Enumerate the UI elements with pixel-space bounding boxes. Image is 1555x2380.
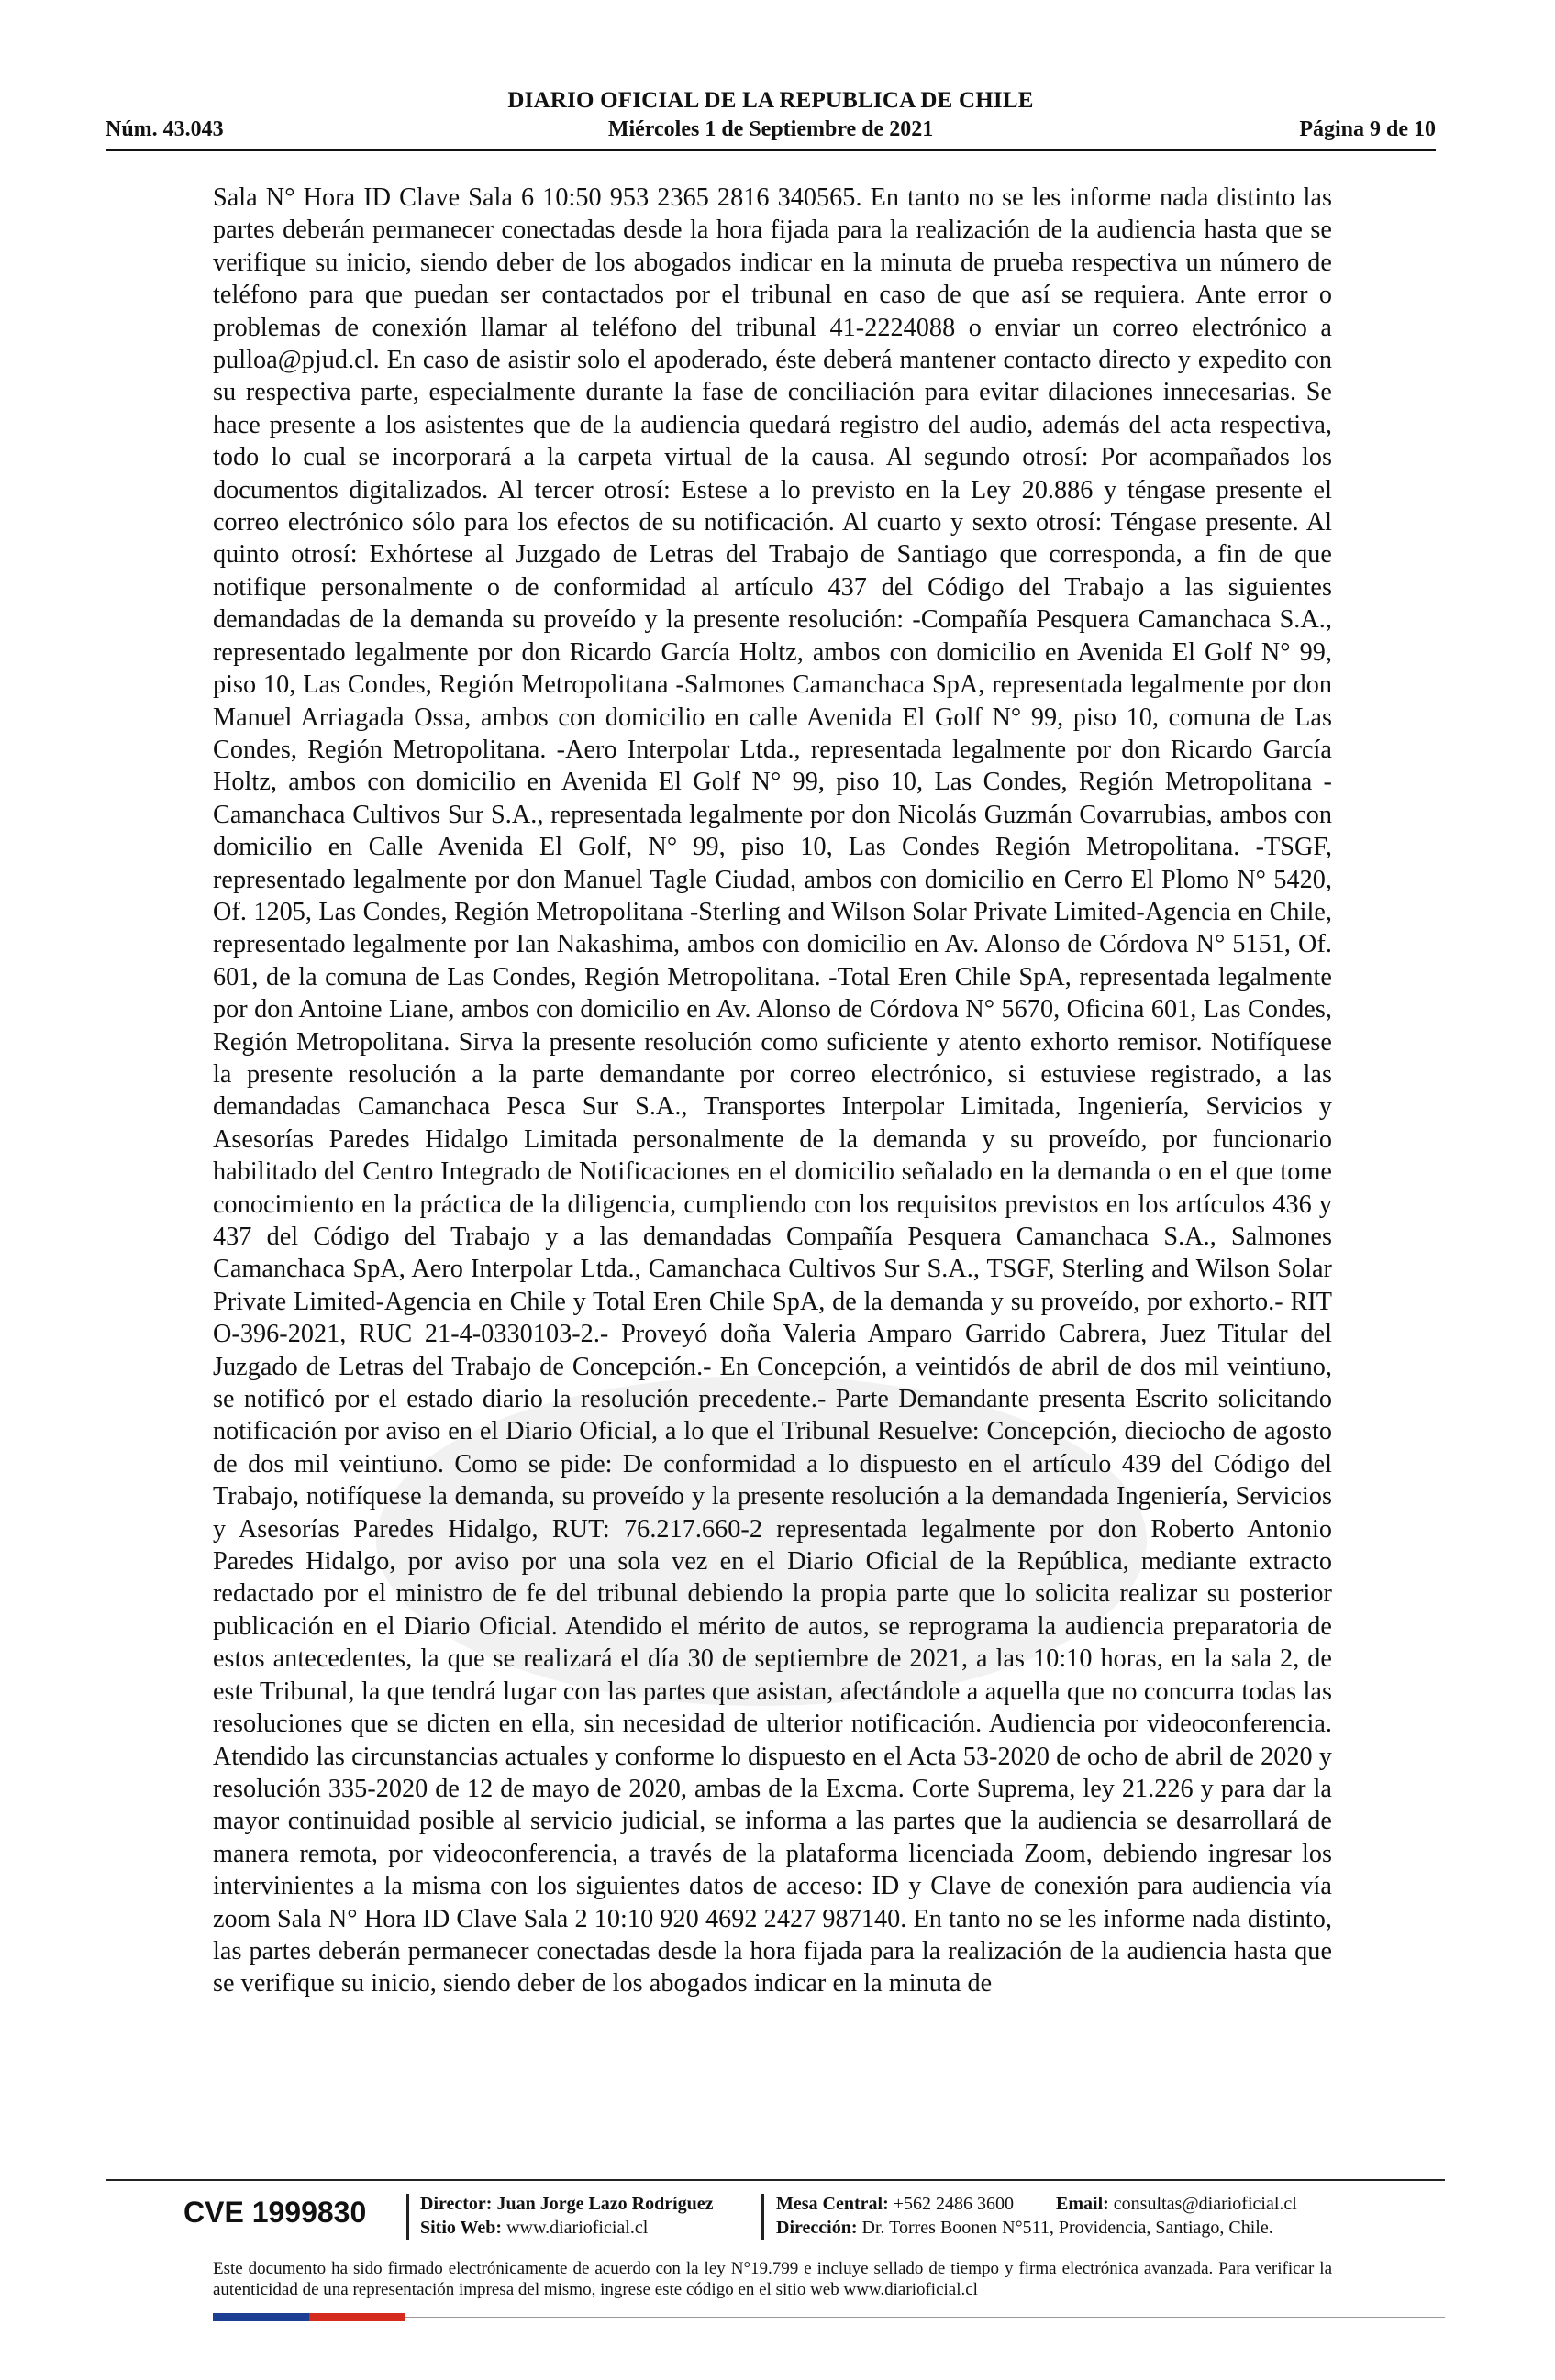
signature-disclaimer: Este documento ha sido firmado electrónicamente de acuerdo con la ley N°19.799 e incluye sellado de tiempo y firma electrónica avanzada. Para verificar la autenticidad de una representación impresa del mismo, ingrese este código en el sitio web www.diarioficial.cl (213, 2259, 1332, 2299)
header-divider (106, 149, 1436, 151)
footer-divider (106, 2179, 1445, 2181)
email-label: Email: (1056, 2194, 1109, 2214)
footer-director-block (420, 2192, 714, 2240)
footer-contact-block (776, 2192, 1297, 2240)
website-link[interactable]: www.diarioficial.cl (506, 2218, 649, 2238)
page-header (106, 88, 1436, 147)
flag-stripe (213, 2313, 405, 2321)
address-label: Dirección: (776, 2218, 858, 2238)
director-name: Juan Jorge Lazo Rodríguez (496, 2194, 714, 2214)
issue-number: Núm. 43.043 (106, 117, 224, 141)
newspaper-title: DIARIO OFICIAL DE LA REPUBLICA DE CHILE (507, 88, 1034, 113)
footer-separator (761, 2194, 764, 2240)
mesa-label: Mesa Central: (776, 2194, 889, 2214)
website-label: Sitio Web: (420, 2218, 503, 2238)
footer-separator (406, 2194, 409, 2240)
cve-code: CVE 1999830 (183, 2196, 367, 2229)
address-text: Dr. Torres Boonen N°511, Providencia, Santiago, Chile. (861, 2218, 1273, 2238)
mesa-phone: +562 2486 3600 (893, 2194, 1015, 2214)
flag-blue-segment (213, 2313, 309, 2321)
body-text: Sala N° Hora ID Clave Sala 6 10:50 953 2365 2816 340565. En tanto no se les informe nada distinto las partes deberán permanecer conectadas desde la hora fijada para la realización de la audiencia hasta que se verifique su inicio, siendo deber de los abogados indicar en la minuta de prueba respectiva un número de teléfono para que puedan ser contactados por el tribunal en caso de que así se requiera. Ante error o problemas de conexión llamar al teléfono del tribunal 41-2224088 o enviar un correo electrónico a pulloa@pjud.cl. En caso de asistir solo el apoderado, éste deberá mantener contacto directo y expedito con su respectiva parte, especialmente durante la fase de conciliación para evitar dilaciones innecesarias. Se hace presente a los asistentes que de la audiencia quedará registro del audio, además del acta respectiva, todo lo cual se incorporará a la carpeta virtual de la causa. Al segundo otrosí: Por acompañados los documentos digitalizados. Al tercer otrosí: Estese a lo previsto en la Ley 20.886 y téngase presente el correo electrónico sólo para los efectos de su notificación. Al cuarto y sexto otrosí: Téngase presente. Al quinto otrosí: Exhórtese al Juzgado de Letras del Trabajo de Santiago que corresponda, a fin de que notifique personalmente o de conformidad al artículo 437 del Código del Trabajo a las siguientes demandadas de la demanda su proveído y la presente resolución: -Compañía Pesquera Camanchaca S.A., representado legalmente por don Ricardo García Holtz, ambos con domicilio en Avenida El Golf N° 99, piso 10, Las Condes, Región Metropolitana -Salmones Camanchaca SpA, representada legalmente por don Manuel Arriagada Ossa, ambos con domicilio en calle Avenida El Golf N° 99, piso 10, comuna de Las Condes, Región Metropolitana. -Aero Interpolar Ltda., representada legalmente por don Ricardo García Holtz, ambos con domicilio en Avenida El Golf N° 99, piso 10, Las Condes, Región Metropolitana -Camanchaca Cultivos Sur S.A., representada legalmente por don Nicolás Guzmán Covarrubias, ambos con domicilio en Calle Avenida El Golf, N° 99, piso 10, Las Condes Región Metropolitana. -TSGF, representado legalmente por don Manuel Tagle Ciudad, ambos con domicilio en Cerro El Plomo N° 5420, Of. 1205, Las Condes, Región Metropolitana -Sterling and Wilson Solar Private Limited-Agencia en Chile, representado legalmente por Ian Nakashima, ambos con domicilio en Av. Alonso de Córdova N° 5151, Of. 601, de la comuna de Las Condes, Región Metropolitana. -Total Eren Chile SpA, representada legalmente por don Antoine Liane, ambos con domicilio en Av. Alonso de Córdova N° 5670, Oficina 601, Las Condes, Región Metropolitana. Sirva la presente resolución como suficiente y atento exhorto remisor. Notifíquese la presente resolución a la parte demandante por correo electrónico, si estuviese registrado, a las demandadas Camanchaca Pesca Sur S.A., Transportes Interpolar Limitada, Ingeniería, Servicios y Asesorías Paredes Hidalgo Limitada personalmente de la demanda y su proveído, por funcionario habilitado del Centro Integrado de Notificaciones en el domicilio señalado en la demanda o en el que tome conocimiento en la práctica de la diligencia, cumpliendo con los requisitos previstos en los artículos 436 y 437 del Código del Trabajo y a las demandadas Compañía Pesquera Camanchaca S.A., Salmones Camanchaca SpA, Aero Interpolar Ltda., Camanchaca Cultivos Sur S.A., TSGF, Sterling and Wilson Solar Private Limited-Agencia en Chile y Total Eren Chile SpA, de la demanda y su proveído, por exhorto.- RIT O-396-2021, RUC 21-4-0330103-2.- Proveyó doña Valeria Amparo Garrido Cabrera, Juez Titular del Juzgado de Letras del Trabajo de Concepción.- En Concepción, a veintidós de abril de dos mil veintiuno, se notificó por el estado diario la resolución precedente.- Parte Demandante presenta Escrito solicitando notificación por aviso en el Diario Oficial, a lo que el Tribunal Resuelve: Concepción, dieciocho de agosto de dos mil veintiuno. Como se pide: De conformidad a lo dispuesto en el artículo 439 del Código del Trabajo, notifíquese la demanda, su proveído y la presente resolución a la demandada Ingeniería, Servicios y Asesorías Paredes Hidalgo, RUT: 76.217.660-2 representada legalmente por don Roberto Antonio Paredes Hidalgo, por aviso por una sola vez en el Diario Oficial de la República, mediante extracto redactado por el ministro de fe del tribunal debiendo la propia parte que lo solicita realizar su posterior publicación en el Diario Oficial. Atendido el mérito de autos, se reprograma la audiencia preparatoria de estos antecedentes, la que se realizará el día 30 de septiembre de 2021, a las 10:10 horas, en la sala 2, de este Tribunal, la que tendrá lugar con las partes que asistan, afectándole a aquella que no concurra todas las resoluciones que se dicten en ella, sin necesidad de ulterior notificación. Audiencia por videoconferencia. Atendido las circunstancias actuales y conforme lo dispuesto en el Acta 53-2020 de ocho de abril de 2020 y resolución 335-2020 de 12 de mayo de 2020, ambas de la Excma. Corte Suprema, ley 21.226 y para dar la mayor continuidad posible al servicio judicial, se informa a las partes que la audiencia se desarrollará de manera remota, por videoconferencia, a través de la plataforma licenciada Zoom, debiendo ingresar los intervinientes a la misma con los siguientes datos de acceso: ID y Clave de conexión para audiencia vía zoom Sala N° Hora ID Clave Sala 2 10:10 920 4692 2427 987140. En tanto no se les informe nada distinto, las partes deberán permanecer conectadas desde la hora fijada para la realización de la audiencia hasta que se verifique su inicio, siendo deber de los abogados indicar en la minuta de (213, 183, 1332, 1998)
footer-bottom-line (405, 2317, 1445, 2318)
page-number: Página 9 de 10 (1299, 117, 1436, 141)
issue-date: Miércoles 1 de Septiembre de 2021 (607, 117, 934, 141)
director-label: Director: (420, 2194, 493, 2214)
flag-red-segment (309, 2313, 405, 2321)
email-link[interactable]: consultas@diarioficial.cl (1113, 2194, 1297, 2214)
